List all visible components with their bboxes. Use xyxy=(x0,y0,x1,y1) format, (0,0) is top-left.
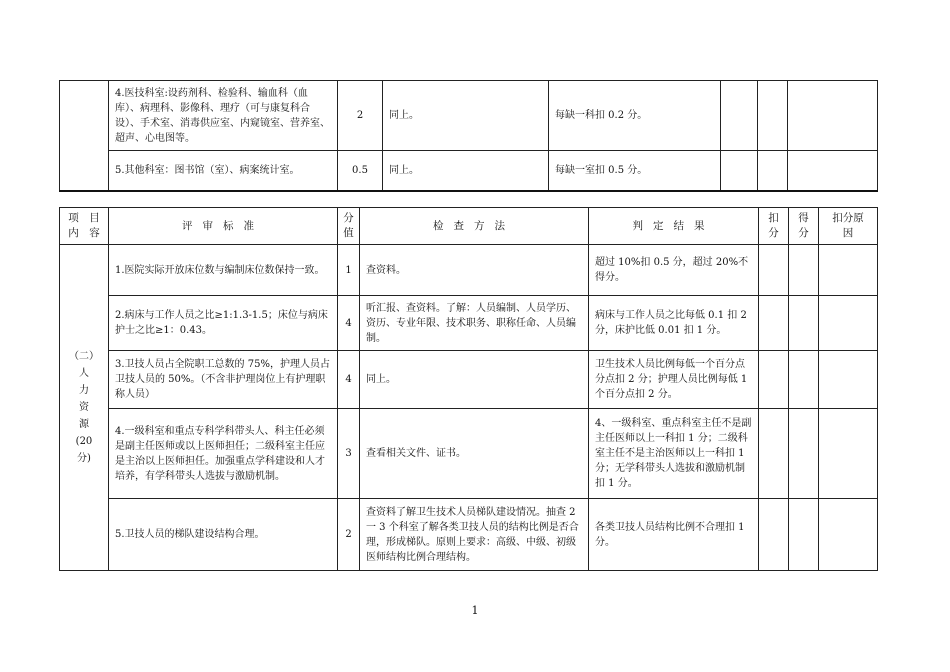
deduct-cell xyxy=(759,409,789,499)
header-deduct-line2: 分 xyxy=(768,227,779,239)
table-row xyxy=(60,296,878,351)
deduct-cell xyxy=(721,81,758,151)
method-cell: 查看相关文件、证书。 xyxy=(360,409,589,499)
result-cell: 病床与工作人员之比每低 0.1 扣 2 分，床护比低 0.01 扣 1 分。 xyxy=(589,296,759,351)
deduct-cell xyxy=(759,351,789,409)
page-number: 1 xyxy=(471,604,479,617)
score-cell: 1 xyxy=(338,245,360,296)
section-label xyxy=(60,245,109,571)
header-score-line1: 分 xyxy=(343,212,354,224)
score-cell: 4 xyxy=(338,296,360,351)
reason-cell xyxy=(819,296,878,351)
section-label-line: （二） xyxy=(69,351,99,362)
header-reason xyxy=(819,208,878,245)
score-cell: 3 xyxy=(338,409,360,499)
header-deduct-line1: 扣 xyxy=(768,212,779,224)
table-row xyxy=(60,245,878,296)
result-cell: 卫生技术人员比例每低一个百分点分点扣 2 分；护理人员比例每低 1 个百分点扣 2 分。 xyxy=(589,351,759,409)
got-cell xyxy=(789,351,819,409)
deduct-cell xyxy=(759,499,789,571)
result-cell: 每缺一室扣 0.5 分。 xyxy=(549,151,721,191)
score-cell: 2 xyxy=(338,81,383,151)
table-row xyxy=(60,351,878,409)
header-method: 检查方法 xyxy=(360,208,589,245)
method-cell: 查资料。 xyxy=(360,245,589,296)
standard-cell: 5.卫技人员的梯队建设结构合理。 xyxy=(109,499,338,571)
header-row xyxy=(60,208,878,245)
method-cell: 同上。 xyxy=(383,151,549,191)
result-cell: 每缺一科扣 0.2 分。 xyxy=(549,81,721,151)
result-cell: 4、一级科室、重点科室主任不是副主任医师以上一科扣 1 分；二级科室主任不是主治医师以上一科扣 1 分；无学科带头人选拔和激励机制扣 1 分。 xyxy=(589,409,759,499)
header-item xyxy=(60,208,109,245)
deduct-cell xyxy=(759,245,789,296)
got-cell xyxy=(758,151,788,191)
standard-cell: 3.卫技人员占全院职工总数的 75%，护理人员占卫技人员的 50%。（不含非护理岗位上有护理职称人员） xyxy=(109,351,338,409)
got-cell xyxy=(758,81,788,151)
section-label-line: (20 xyxy=(75,436,93,447)
evaluation-table xyxy=(59,207,878,571)
reason-cell xyxy=(819,499,878,571)
reason-cell xyxy=(819,351,878,409)
reason-cell xyxy=(819,409,878,499)
method-cell: 同上。 xyxy=(383,81,549,151)
section-label-line: 资 xyxy=(79,402,89,413)
result-cell: 超过 10%扣 0.5 分，超过 20%不得分。 xyxy=(589,245,759,296)
section-label-line: 人 xyxy=(79,368,89,379)
standard-cell: 2.病床与工作人员之比≥1:1.3-1.5；床位与病床护士之比≥1：0.43。 xyxy=(109,296,338,351)
standard-cell: 4.医技科室:设药剂科、检验科、输血科（血库）、病理科、影像科、理疗（可与康复科合设）、手术室、消毒供应室、内窥镜室、营养室、超声、心电图等。 xyxy=(109,81,338,151)
score-cell: 2 xyxy=(338,499,360,571)
table-row xyxy=(60,151,878,191)
header-deduct xyxy=(759,208,789,245)
got-cell xyxy=(789,499,819,571)
header-got xyxy=(789,208,819,245)
standard-cell: 1.医院实际开放床位数与编制床位数保持一致。 xyxy=(109,245,338,296)
header-score-line2: 值 xyxy=(343,227,354,239)
table-row xyxy=(60,499,878,571)
standard-cell: 4.一级科室和重点专科学科带头人、科主任必须是副主任医师或以上医师担任；二级科室主任应是主治以上医师担任。加强重点学科建设和人才培养，有学科带头人选拔与激励机制。 xyxy=(109,409,338,499)
table-row xyxy=(60,81,878,151)
header-got-line2: 分 xyxy=(798,227,809,239)
header-item-line1: 项 目 xyxy=(68,212,100,224)
continuation-table xyxy=(59,80,878,192)
deduct-cell xyxy=(759,296,789,351)
method-cell: 查资料了解卫生技术人员梯队建设情况。抽查 2 一 3 个科室了解各类卫技人员的结构比例是否合理，形成梯队。原则上要求：高级、中级、初级医师结构比例合理结构。 xyxy=(360,499,589,571)
header-item-line2: 内 容 xyxy=(68,227,100,239)
score-cell: 0.5 xyxy=(338,151,383,191)
got-cell xyxy=(789,296,819,351)
header-got-line1: 得 xyxy=(798,212,809,224)
header-reason-line1: 扣分原 xyxy=(832,212,864,224)
reason-cell xyxy=(788,81,878,151)
method-cell: 听汇报、查资料。了解：人员编制、人员学历、资历、专业年限、技术职务、职称任命、人员编制。 xyxy=(360,296,589,351)
section-label-line: 源 xyxy=(79,419,89,430)
score-cell: 4 xyxy=(338,351,360,409)
standard-cell: 5.其他科室：图书馆（室）、病案统计室。 xyxy=(109,151,338,191)
header-score xyxy=(338,208,360,245)
section-label-line: 力 xyxy=(79,385,89,396)
result-cell: 各类卫技人员结构比例不合理扣 1 分。 xyxy=(589,499,759,571)
method-cell: 同上。 xyxy=(360,351,589,409)
header-standard: 评审标准 xyxy=(109,208,338,245)
header-reason-line2: 因 xyxy=(842,227,854,239)
deduct-cell xyxy=(721,151,758,191)
table-row xyxy=(60,409,878,499)
got-cell xyxy=(789,409,819,499)
section-cell-empty xyxy=(60,81,109,191)
reason-cell xyxy=(788,151,878,191)
section-label-line: 分) xyxy=(77,453,91,464)
got-cell xyxy=(789,245,819,296)
header-result: 判定结果 xyxy=(589,208,759,245)
reason-cell xyxy=(819,245,878,296)
